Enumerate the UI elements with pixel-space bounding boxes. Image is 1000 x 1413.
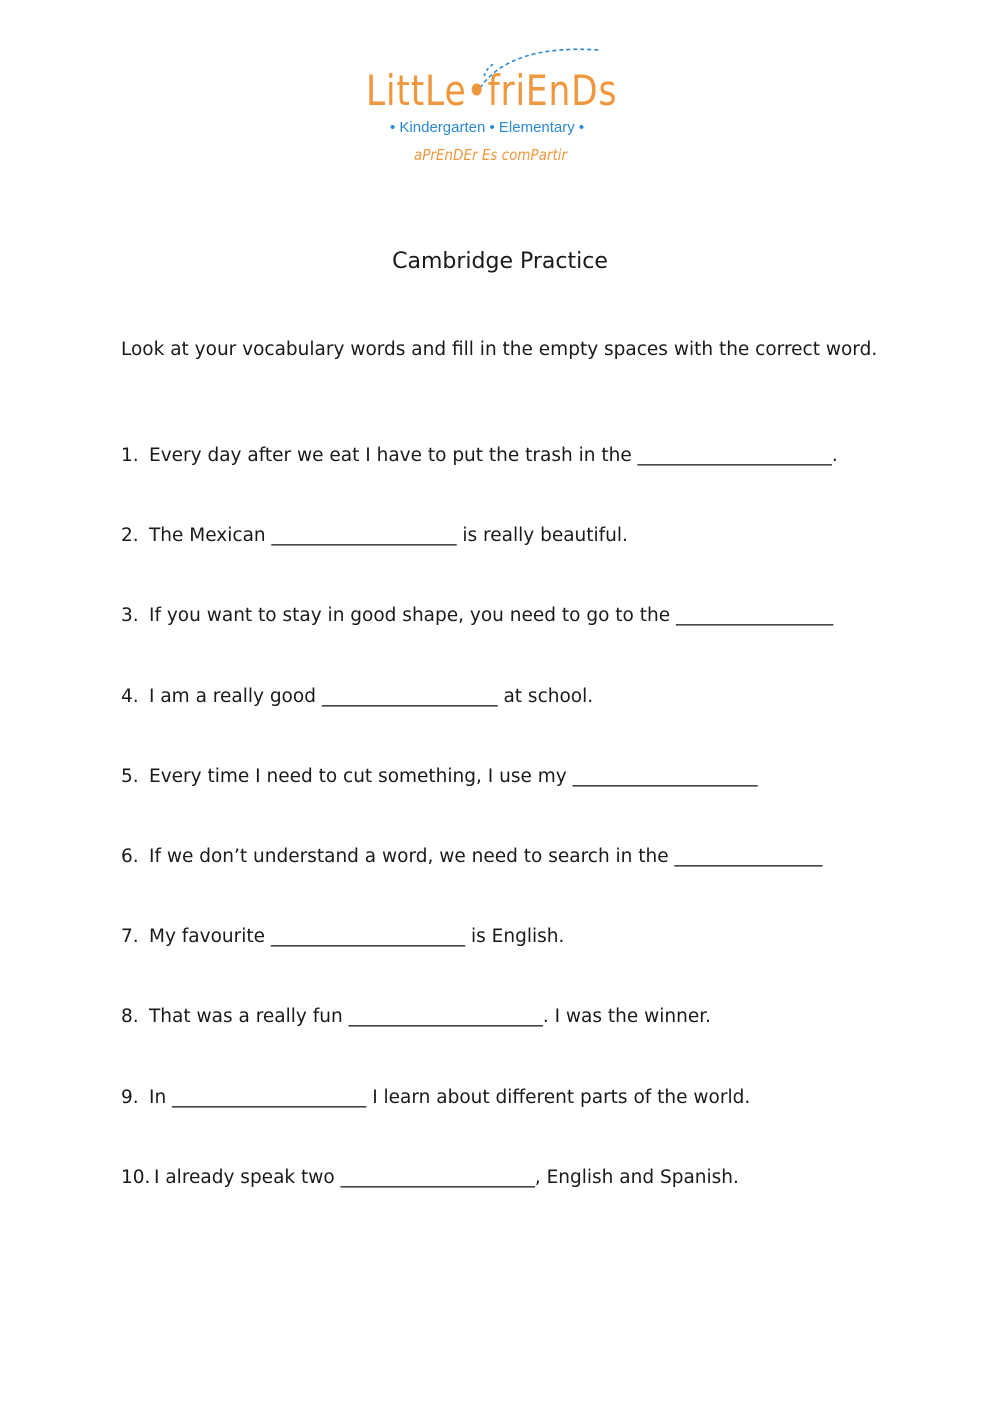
question-number: 8. [121, 1006, 139, 1028]
question-item [121, 1085, 901, 1165]
question-text: I already speak two _____________________, English and Spanish. [154, 1166, 739, 1188]
question-number: 5. [121, 765, 139, 787]
logo-name: LittLe•friEnDs [366, 66, 618, 115]
question-item [121, 764, 901, 844]
question-item [121, 1165, 901, 1245]
question-item [121, 844, 901, 924]
question-number: 2. [121, 525, 139, 547]
question-item [121, 684, 901, 764]
question-item [121, 924, 901, 1004]
question-item [121, 523, 901, 603]
question-text: In _____________________ I learn about different parts of the world. [149, 1086, 751, 1108]
page-title: Cambridge Practice [392, 249, 608, 274]
question-number: 4. [121, 685, 139, 707]
question-number: 9. [121, 1086, 139, 1108]
question-number: 1. [121, 445, 139, 466]
question-list [121, 443, 901, 1245]
question-number: 7. [121, 926, 139, 948]
question-text: That was a really fun _____________________. I was the winner. [149, 1006, 712, 1028]
question-text: I am a really good ___________________ at school. [149, 685, 594, 707]
school-logo [360, 36, 650, 176]
question-item [121, 603, 901, 683]
logo-tagline: aPrEnDEr Es comPartir [414, 146, 568, 164]
question-number: 3. [121, 605, 139, 627]
question-text: My favourite _____________________ is English. [149, 926, 565, 948]
question-number: 6. [121, 845, 139, 867]
instructions: Look at your vocabulary words and fill in the empty spaces with the correct word. [121, 339, 878, 360]
question-text: Every time I need to cut something, I use my ____________________ [149, 765, 758, 787]
question-text: Every day after we eat I have to put the trash in the _____________________. [149, 445, 838, 466]
question-text: If we don’t understand a word, we need to search in the ________________ [149, 845, 823, 867]
question-item [121, 443, 901, 523]
question-text: The Mexican ____________________ is really beautiful. [149, 525, 628, 547]
question-number: 10. [121, 1166, 151, 1188]
question-text: If you want to stay in good shape, you need to go to the _________________ [149, 605, 834, 627]
question-item [121, 1004, 901, 1084]
logo-subtitle: • Kindergarten • Elementary • [390, 119, 585, 136]
